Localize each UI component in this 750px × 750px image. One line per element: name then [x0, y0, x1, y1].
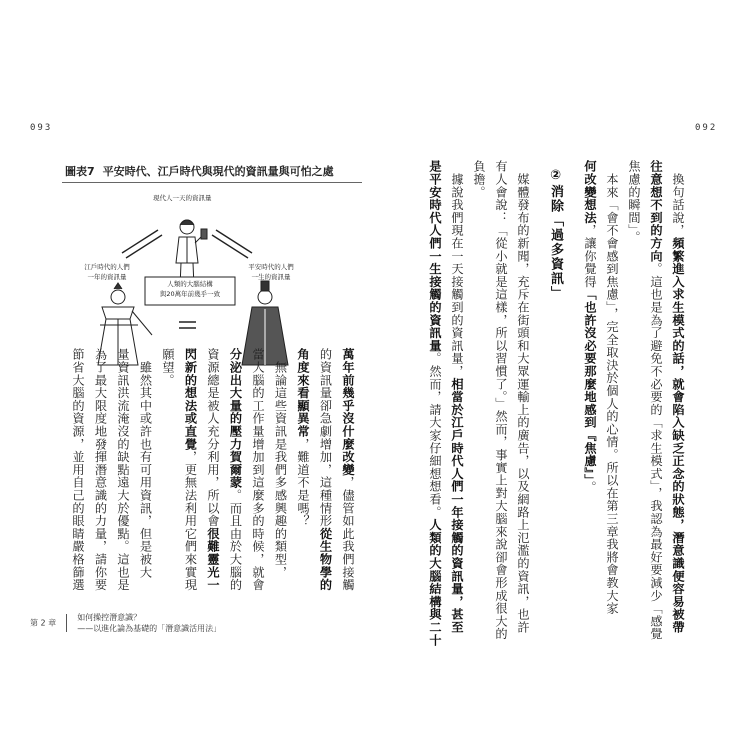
emphasis-text: 人類的大腦結構與二十	[428, 518, 442, 647]
emphasis-text: 何改變想法	[583, 160, 597, 224]
body-text: 無論這些資訊是我們多感興趣的類型，	[273, 348, 288, 579]
emphasis-text: 萬年前幾乎沒什麼改變	[341, 348, 355, 476]
emphasis-text: 分泌出大量的壓力賀爾蒙	[228, 348, 243, 489]
text-column	[68, 348, 88, 591]
figure-title-text: 平安時代、江戶時代與現代的資訊量與可怕之處	[102, 165, 334, 178]
text-column	[181, 348, 201, 591]
footer-title: 如何操控潛意識？	[77, 613, 142, 622]
page-footer	[30, 612, 221, 634]
text-column	[271, 348, 291, 578]
text-column	[580, 160, 600, 493]
emphasis-text: 很難靈光一	[206, 527, 220, 592]
body-text: 雖然其中或許也有可用資訊，但是被大	[138, 348, 153, 579]
body-text: 。然而，請大家仔細想想看。	[428, 352, 442, 519]
emphasis-text: 角度來看顯異常	[296, 348, 310, 438]
text-column	[91, 348, 111, 591]
text-column	[158, 348, 178, 386]
emphasis-text: 「也許沒必要那麼地感到『焦慮』」	[583, 288, 597, 481]
body-text: 本來「會不會感到焦慮」，完全取決於個人的心情。所以在第三章我將會教大家	[605, 160, 619, 615]
body-text: ，讓你覺得	[583, 224, 597, 288]
emphasis-text: 是平安時代人們一生接觸的資訊量	[428, 160, 442, 352]
body-text: 的資訊量卻急劇增加，這種情形	[318, 348, 333, 528]
body-text: 願望。	[161, 348, 175, 387]
footer-subtitle: ——以進化論為基礎的「潛意識活用法」	[77, 624, 222, 633]
text-column	[447, 160, 467, 634]
body-text: 量資訊洪流淹沒的缺點遠大於優點。這也是	[116, 348, 130, 592]
box-line1: 人類的大腦結構	[167, 280, 213, 288]
brain-box-text	[145, 279, 235, 299]
body-text: ，難道不是嗎？	[296, 437, 310, 528]
emphasis-text: 頻繁進入求生模式的話，就會陷入缺乏正念的狀態，潛意識便容易被帶	[671, 236, 685, 634]
chapter-label: 第 2 章	[30, 618, 57, 628]
body-text: 換句話說，	[671, 160, 685, 237]
body-text: 為了最大限度地發揮潛意識的力量，請你要	[93, 348, 108, 592]
right-page-number: 092	[695, 123, 718, 133]
box-line2: 與20萬年前幾乎一致	[159, 290, 221, 298]
figure-title-rule	[62, 182, 362, 183]
emphasis-text: 從生物學的	[318, 527, 333, 592]
text-column	[316, 348, 336, 591]
body-text: 。	[583, 480, 597, 494]
text-column	[646, 160, 666, 640]
body-text: 。而且由於大腦的	[228, 488, 243, 592]
text-column	[136, 348, 156, 578]
body-text: 焦慮的瞬間」。	[627, 160, 641, 244]
equals-sign	[179, 322, 196, 328]
label-edo-line2: 一年的資訊量	[87, 273, 127, 281]
label-edo-line1: 江戶時代的人們	[84, 263, 130, 271]
text-column	[293, 348, 313, 527]
text-column	[624, 160, 644, 244]
body-text: 當大腦的工作量增加到這麼多的時候，就會	[251, 348, 265, 592]
footer-divider	[66, 614, 67, 632]
text-column	[469, 160, 489, 198]
text-column	[338, 348, 358, 591]
emphasis-text: 相當於江戶時代人們一年接觸的資訊量，甚至	[450, 377, 464, 634]
emphasis-text: 閃新的想法或直覺	[183, 348, 198, 451]
text-column	[113, 348, 133, 591]
text-column	[513, 160, 533, 634]
label-heian	[236, 262, 306, 282]
label-modern: 現代人一天的資訊量	[153, 194, 212, 202]
body-text: 。這也是為了避免不必要的「求生模式」，我認為最好要減少「感覺	[649, 262, 663, 641]
emphasis-text: 往意想不到的方向	[649, 160, 663, 263]
label-heian-line2: 一生的資訊量	[251, 273, 291, 281]
body-text: 有人會說：「從小就是這樣，所以習慣了。」然而，事實上對大腦來說卻會形成很大的	[494, 160, 508, 641]
figure-title	[65, 163, 334, 179]
text-column	[491, 160, 511, 640]
text-column	[425, 160, 445, 646]
body-text: ，更無法利用它們來實現	[183, 450, 198, 592]
label-edo	[72, 262, 142, 282]
label-heian-line1: 平安時代的人們	[248, 263, 294, 271]
body-text: 節省大腦的資源，並用自己的眼睛嚴格篩選	[71, 348, 85, 592]
body-text: 媒體發布的新聞，充斥在街頭和大眾運輸上的廣告，以及網路上氾濫的資訊，也許	[516, 160, 530, 634]
figure-number: 圖表7	[65, 165, 95, 178]
body-text: 據說我們現在一天接觸到的資訊量，	[450, 160, 464, 378]
text-column	[602, 160, 622, 615]
text-column	[203, 348, 223, 591]
body-text: ，儘管如此我們接觸	[341, 476, 355, 592]
text-column	[226, 348, 246, 591]
text-column	[668, 160, 688, 634]
text-column	[248, 348, 268, 591]
left-page-number: 093	[30, 123, 53, 133]
section-heading: ②消除「過多資訊」	[548, 168, 563, 301]
body-text: 資源總是被人充分利用，所以會	[206, 348, 220, 528]
body-text: 負擔。	[472, 160, 486, 199]
